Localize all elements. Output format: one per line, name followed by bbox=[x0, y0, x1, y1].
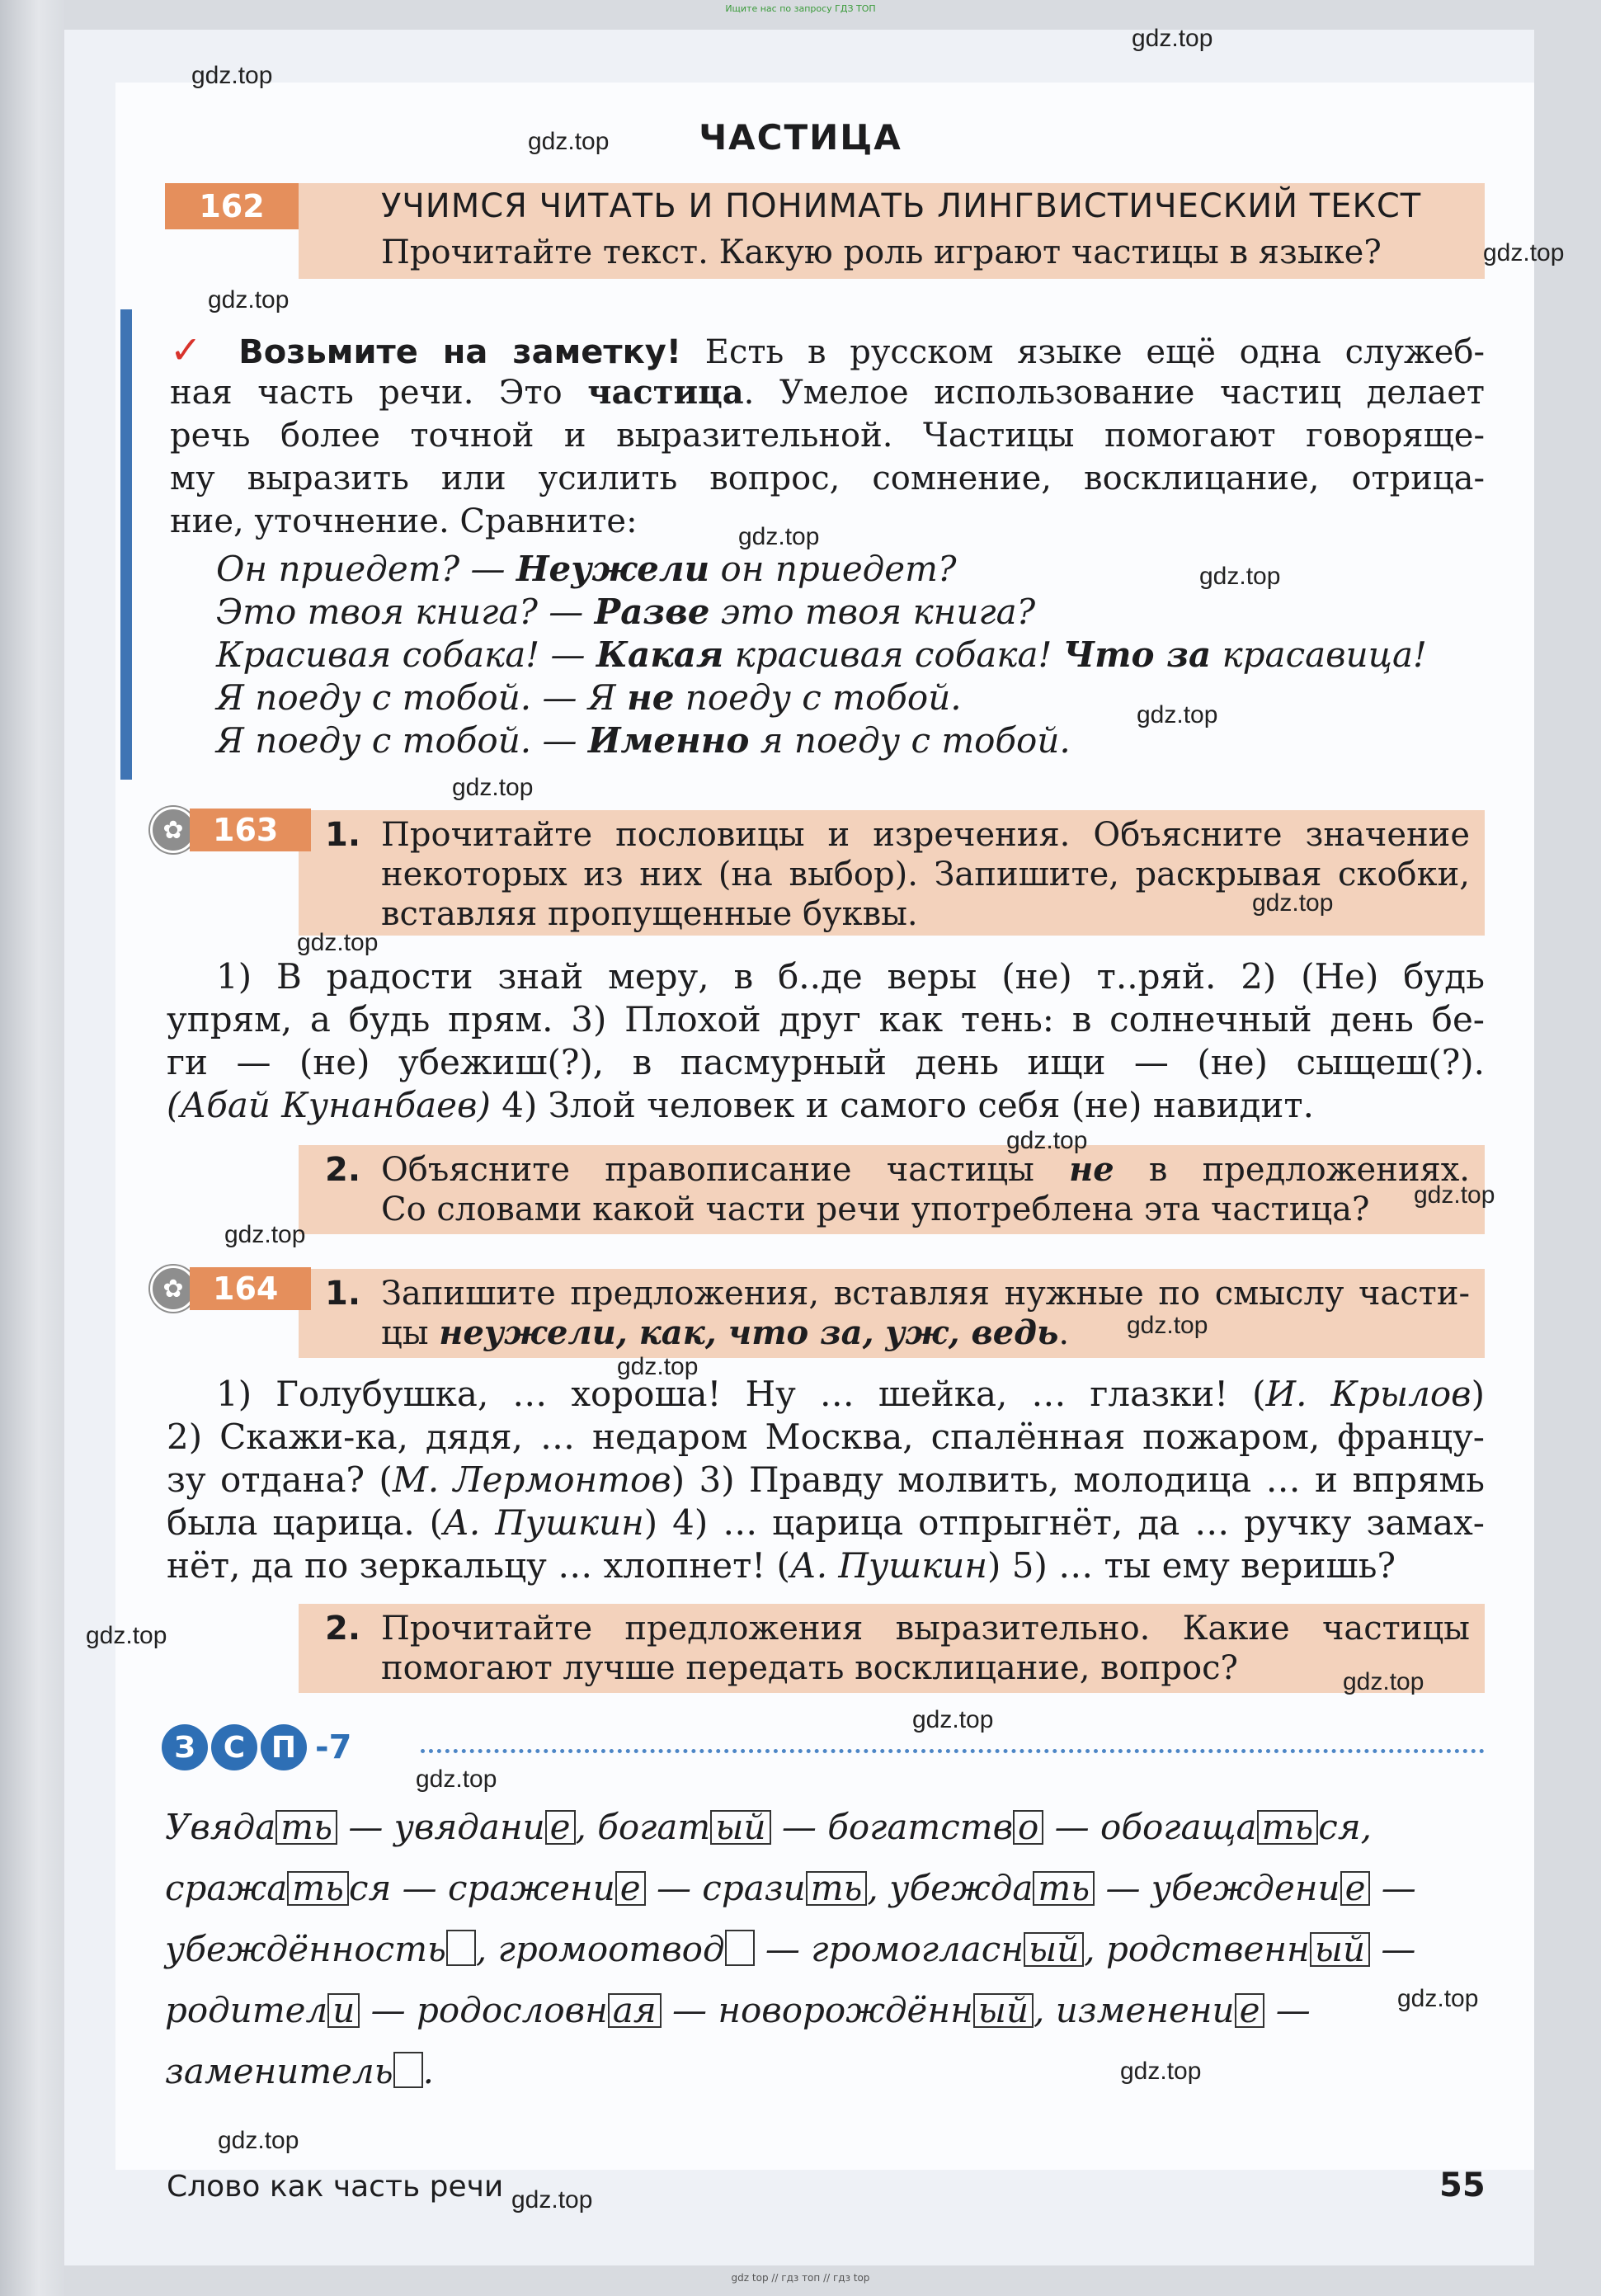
zsp-row-1: Увяда ть — увядани е , богат ый — богатств о — обогаща ть ся, bbox=[165, 1807, 1372, 1847]
ex163-task2-l1: Объясните правописание частицы не в предложениях. bbox=[381, 1150, 1471, 1189]
watermark: gdz.top bbox=[1006, 1127, 1088, 1154]
page-title: ЧАСТИЦА bbox=[699, 117, 902, 158]
watermark: gdz.top bbox=[617, 1353, 699, 1380]
ex163-task1-l3: вставляя пропущенные буквы. bbox=[381, 895, 918, 933]
footer-section-title: Слово как часть речи bbox=[167, 2170, 504, 2204]
note-lead: Возьмите на заметку! bbox=[238, 333, 682, 371]
ex164-task2-num: 2. bbox=[325, 1610, 361, 1648]
watermark: gdz.top bbox=[224, 1221, 306, 1248]
ex164-sent-l2: 2) Скажи-ка, дядя, … недаром Москва, спалённая пожаром, францу- bbox=[167, 1417, 1485, 1457]
flower-icon: ✿ bbox=[150, 1266, 196, 1312]
watermark: gdz.top bbox=[528, 128, 610, 155]
watermark: gdz.top bbox=[1120, 2058, 1202, 2085]
note-line-4: му выразить или усилить вопрос, сомнение, восклицание, отрица- bbox=[170, 460, 1485, 497]
note-line-1: ✓ Возьмите на заметку! Есть в русском языке ещё одна служеб- bbox=[170, 328, 1486, 372]
watermark: gdz.top bbox=[191, 62, 273, 89]
flower-icon: ✿ bbox=[150, 807, 196, 853]
ex163-task2-num: 2. bbox=[325, 1151, 361, 1189]
ex163-proverb-l1: 1) В радости знай меру, в б..де веры (не) т..ряй. 2) (Не) будь bbox=[216, 956, 1485, 997]
ex164-task2-l2: помогают лучше передать восклицание, вопрос? bbox=[381, 1649, 1238, 1687]
watermark: gdz.top bbox=[1132, 25, 1213, 52]
watermark: gdz.top bbox=[297, 929, 379, 956]
watermark: gdz.top bbox=[1397, 1985, 1479, 2012]
watermark: gdz.top bbox=[1127, 1312, 1208, 1339]
ex163-task1-l1: Прочитайте пословицы и изречения. Объясните значение bbox=[381, 816, 1470, 854]
note-line-2: ная часть речи. Это частица. Умелое использование частиц делает bbox=[170, 373, 1485, 412]
ex163-number: 163 bbox=[190, 809, 311, 851]
ex163-proverb-l4: (Абай Кунанбаев) 4) Злой человек и самого себя (не) навидит. bbox=[167, 1085, 1314, 1125]
zsp-row-5: заменитель . bbox=[165, 2051, 434, 2091]
note-example-3: Красивая собака! — Какая красивая собака! Что за красавица! bbox=[216, 634, 1427, 675]
ex164-sent-l4: была царица. (А. Пушкин) 4) … царица отпрыгнёт, да … ручку замах- bbox=[167, 1502, 1485, 1543]
note-example-5: Я поеду с тобой. — Именно я поеду с тобой. bbox=[216, 720, 1071, 761]
ex163-number-badge bbox=[150, 807, 311, 853]
watermark: gdz.top bbox=[416, 1766, 497, 1793]
watermark: gdz.top bbox=[1199, 563, 1281, 590]
watermark: gdz.top bbox=[738, 523, 820, 550]
zsp-row-2: сража ть ся — сражени е — срази ть , убежда ть — убеждени е — bbox=[165, 1868, 1416, 1908]
note-example-1: Он приедет? — Неужели он приедет? bbox=[216, 549, 957, 589]
ex164-sent-l3: зу отдана? (М. Лермонтов) 3) Правду молвить, молодица … и впрямь bbox=[167, 1459, 1485, 1500]
watermark: gdz.top bbox=[1252, 889, 1334, 917]
ex163-proverb-l3: ги — (не) убежиш(?), в пасмурный день ищи — (не) сыщеш(?). bbox=[167, 1042, 1485, 1082]
ex164-sent-l1: 1) Голубушка, … хороша! Ну … шейка, … глазки! (И. Крылов) bbox=[216, 1374, 1486, 1414]
watermark: gdz.top bbox=[452, 774, 534, 801]
watermark: gdz.top bbox=[86, 1622, 167, 1649]
ex163-task1-num: 1. bbox=[325, 816, 361, 854]
ex164-task2-l1: Прочитайте предложения выразительно. Какие частицы bbox=[381, 1610, 1470, 1648]
note-example-2: Это твоя книга? — Разве это твоя книга? bbox=[216, 592, 1036, 632]
top-hint: Ищите нас по запросу ГДЗ ТОП bbox=[725, 3, 876, 14]
ex162-header: УЧИМСЯ ЧИТАТЬ И ПОНИМАТЬ ЛИНГВИСТИЧЕСКИЙ ТЕКСТ bbox=[381, 187, 1422, 225]
note-line-3: речь более точной и выразительной. Частицы помогают говоряще- bbox=[170, 417, 1485, 455]
ex164-sent-l5: нёт, да по зеркальцу … хлопнет! (А. Пушкин) 5) … ты ему веришь? bbox=[167, 1545, 1396, 1586]
zsp-row-3: убеждённость , громоотвод — громогласн ый , родственн ый — bbox=[165, 1929, 1416, 1969]
book-spine bbox=[0, 0, 64, 2296]
watermark: gdz.top bbox=[1137, 701, 1218, 728]
note-example-4: Я поеду с тобой. — Я не поеду с тобой. bbox=[216, 677, 962, 718]
ex163-task1-l2: некоторых из них (на выбор). Запишите, раскрывая скобки, bbox=[381, 856, 1470, 893]
watermark: gdz.top bbox=[511, 2186, 593, 2213]
watermark: gdz.top bbox=[1414, 1181, 1495, 1209]
zsp-row-4: родител и — родословн ая — новорождённ ый , изменени е — bbox=[165, 1990, 1311, 2030]
note-accent-bar bbox=[120, 309, 132, 780]
note-line-5: ние, уточнение. Сравните: bbox=[170, 502, 638, 540]
ex163-proverb-l2: упрям, а будь прям. 3) Плохой друг как тень: в солнечный день бе- bbox=[167, 999, 1485, 1040]
ex164-task1-num: 1. bbox=[325, 1275, 361, 1313]
ex164-task1-l2: цы неужели, как, что за, уж, ведь. bbox=[381, 1313, 1070, 1352]
ex163-task2-l2: Со словами какой части речи употреблена эта частица? bbox=[381, 1190, 1370, 1228]
page-number: 55 bbox=[1439, 2166, 1486, 2204]
watermark: gdz.top bbox=[218, 2127, 299, 2154]
ex162-task: Прочитайте текст. Какую роль играют частицы в языке? bbox=[381, 233, 1382, 271]
watermark: gdz.top bbox=[1343, 1668, 1424, 1695]
watermark: gdz.top bbox=[1483, 239, 1565, 266]
watermark: gdz.top bbox=[208, 286, 290, 314]
zsp-badge: З С П -7 bbox=[162, 1724, 351, 1770]
watermark: gdz.top bbox=[912, 1706, 994, 1733]
ex162-number: 162 bbox=[165, 183, 299, 229]
ex164-task1-l1: Запишите предложения, вставляя нужные по смыслу части- bbox=[381, 1275, 1470, 1313]
bottom-hint: gdz top // гдз топ // гдз top bbox=[731, 2272, 870, 2284]
ex164-number: 164 bbox=[190, 1267, 311, 1310]
check-icon: ✓ bbox=[170, 328, 215, 372]
ex164-number-badge bbox=[150, 1266, 311, 1312]
zsp-dotted-rule bbox=[421, 1749, 1485, 1753]
